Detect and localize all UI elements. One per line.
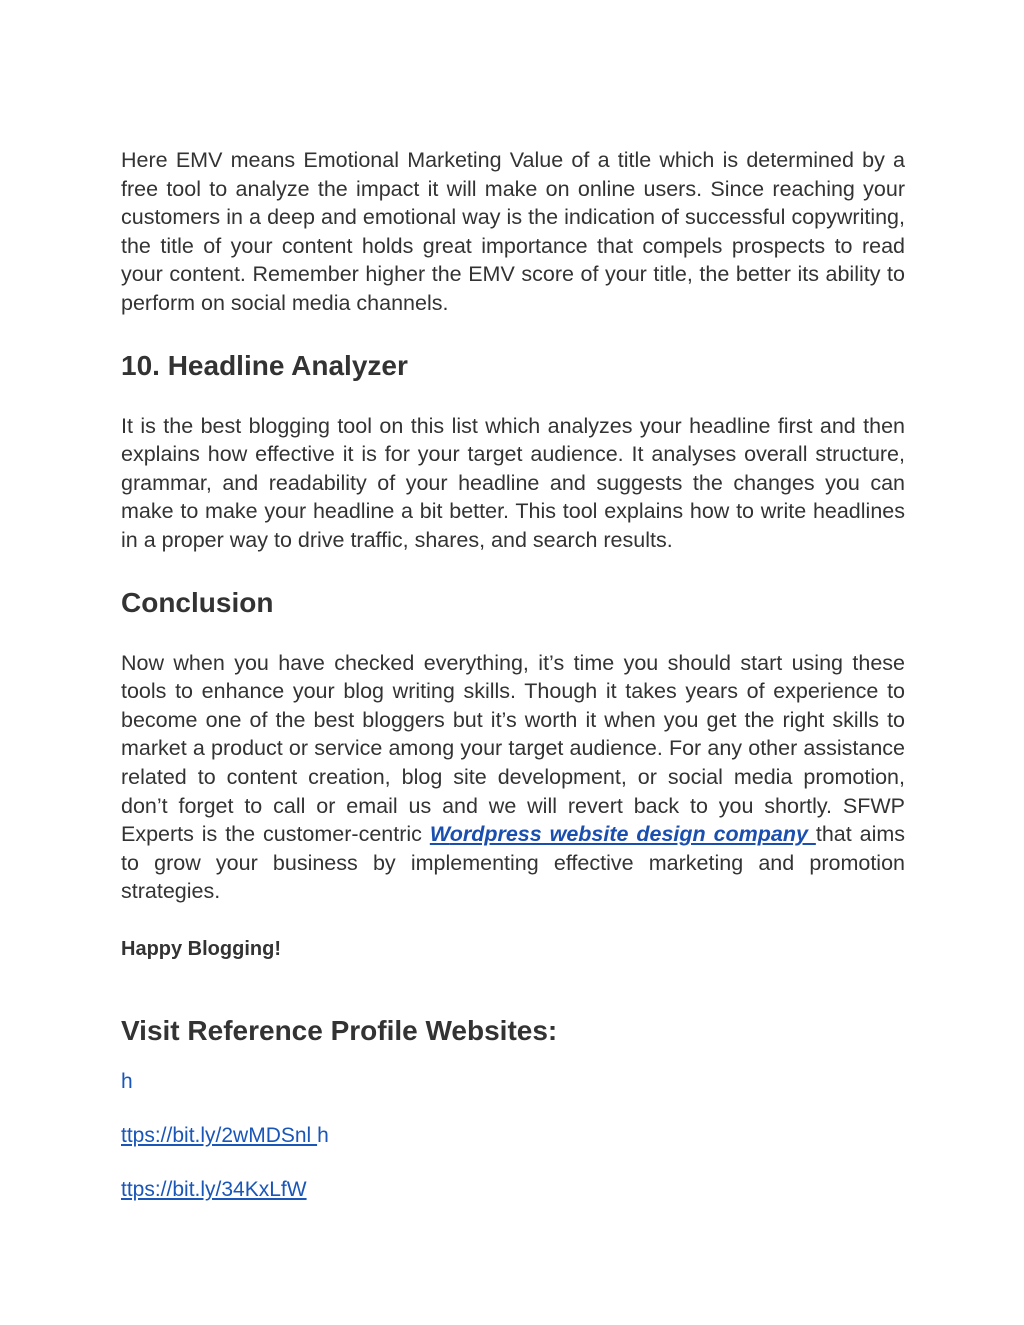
conclusion-text-after-link: that aims to grow your business by implementing effective marketing and promotion strategies.	[121, 822, 906, 904]
document-page	[121, 146, 905, 1204]
headline-analyzer-paragraph: It is the best blogging tool on this list which analyzes your headline first and then explains how effective it is for your target audience. It analyses overall structure, grammar, and readability of your headline and suggests the changes you can make to make your headline a bit better. This tool explains how to write headlines in a proper way to drive traffic, shares, and search results.	[121, 413, 905, 552]
reference-link-2[interactable]: ttps://bit.ly/34KxLfW	[121, 1177, 307, 1201]
headline-analyzer-heading: 10. Headline Analyzer	[121, 349, 408, 381]
references-heading: Visit Reference Profile Websites:	[121, 1014, 558, 1046]
intro-paragraph: Here EMV means Emotional Marketing Value of a title which is determined by a free tool to analyze the impact it will make on online users. Since reaching your customers in a deep and emotional way is the indication of successful copywriting, the title of your content holds great importance that compels prospects to read your content. Remember higher the EMV score of your title, the better its ability to perform on social media channels.	[121, 148, 905, 315]
reference-line-2	[121, 1122, 905, 1150]
conclusion-paragraph	[121, 649, 905, 906]
reference-line-3	[121, 1176, 905, 1204]
reference-line-2-tail: h	[317, 1123, 329, 1147]
signoff-text: Happy Blogging!	[121, 937, 281, 960]
conclusion-text-before-link: Now when you have checked everything, it’s time you should start using these tools to enhance your blog writing skills. Though it takes years of experience to become one of the best bloggers but it’s worth it when you get the right skills to market a product or service among your target audience. For any other assistance related to content creation, blog site development, or social media promotion, don’t forget to call or email us and we will revert back to you shortly. SFWP Experts is the customer-centric	[121, 650, 905, 847]
wordpress-design-link[interactable]	[430, 822, 816, 846]
reference-link-1[interactable]: ttps://bit.ly/2wMDSnl	[121, 1123, 318, 1147]
wordpress-design-link-first-letter: W	[429, 822, 450, 847]
reference-line-1: h	[121, 1069, 133, 1093]
conclusion-heading: Conclusion	[121, 586, 274, 618]
wordpress-design-link-rest: ordpress website design company	[449, 822, 816, 847]
